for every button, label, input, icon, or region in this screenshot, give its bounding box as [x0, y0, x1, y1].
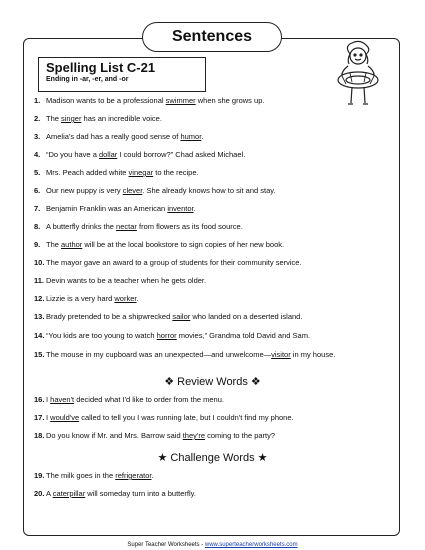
sentence-item: 14. “You kids are too young to watch horror movies,” Grandma told David and Sam.	[34, 331, 311, 340]
challenge-words-heading: ★ Challenge Words ★	[157, 452, 268, 464]
sentence-item: 10. The mayor gave an award to a group of students for their community service.	[34, 258, 302, 267]
review-words-heading: ❖ Review Words ❖	[164, 376, 261, 388]
spelling-list-box	[38, 57, 206, 92]
sentence-item: 18. Do you know if Mr. and Mrs. Barrow said they're coming to the party?	[34, 431, 276, 440]
footer-link[interactable]: www.superteacherworksheets.com	[204, 542, 298, 548]
sentence-item: 7. Benjamin Franklin was an American inventor.	[34, 204, 196, 213]
sentence-item: 13. Brady pretended to be a shipwrecked sailor who landed on a deserted island.	[34, 312, 303, 321]
sentence-item: 12. Lizzie is a very hard worker.	[34, 294, 139, 303]
sentence-item: 8. A butterfly drinks the nectar from flowers as its food source.	[34, 222, 243, 231]
sentence-item: 1. Madison wants to be a professional swimmer when she grows up.	[34, 96, 265, 105]
spelling-list-title: Spelling List C-21	[46, 60, 156, 75]
sentence-item: 20. A caterpillar will someday turn into a butterfly.	[34, 489, 196, 498]
sentence-item: 16. I haven't decided what I'd like to order from the menu.	[34, 395, 224, 404]
sentence-item: 3. Amelia's dad has a really good sense of humor.	[34, 132, 204, 141]
footer-text: Super Teacher Worksheets -	[127, 542, 205, 548]
sentence-item: 17. I would've called to tell you I was running late, but I couldn't find my phone.	[34, 413, 294, 422]
sentence-item: 2. The singer has an incredible voice.	[34, 114, 162, 123]
sentence-item: 5. Mrs. Peach added white vinegar to the recipe.	[34, 168, 199, 177]
footer	[0, 542, 425, 548]
sentence-item: 9. The author will be at the local bookstore to sign copies of her new book.	[34, 240, 285, 249]
worksheet-title: Sentences	[142, 22, 282, 52]
sentence-item: 11. Devin wants to be a teacher when he gets older.	[34, 276, 207, 285]
spelling-list-subtitle: Ending in -ar, -er, and -or	[46, 76, 129, 83]
sentence-item: 6. Our new puppy is very clever. She already knows how to sit and stay.	[34, 186, 276, 195]
sentence-item: 19. The milk goes in the refrigerator.	[34, 471, 154, 480]
sentence-item: 4. “Do you have a dollar I could borrow?” Chad asked Michael.	[34, 150, 246, 159]
sentence-item: 15. The mouse in my cupboard was an unexpected—and unwelcome—visitor in my house.	[34, 350, 336, 359]
